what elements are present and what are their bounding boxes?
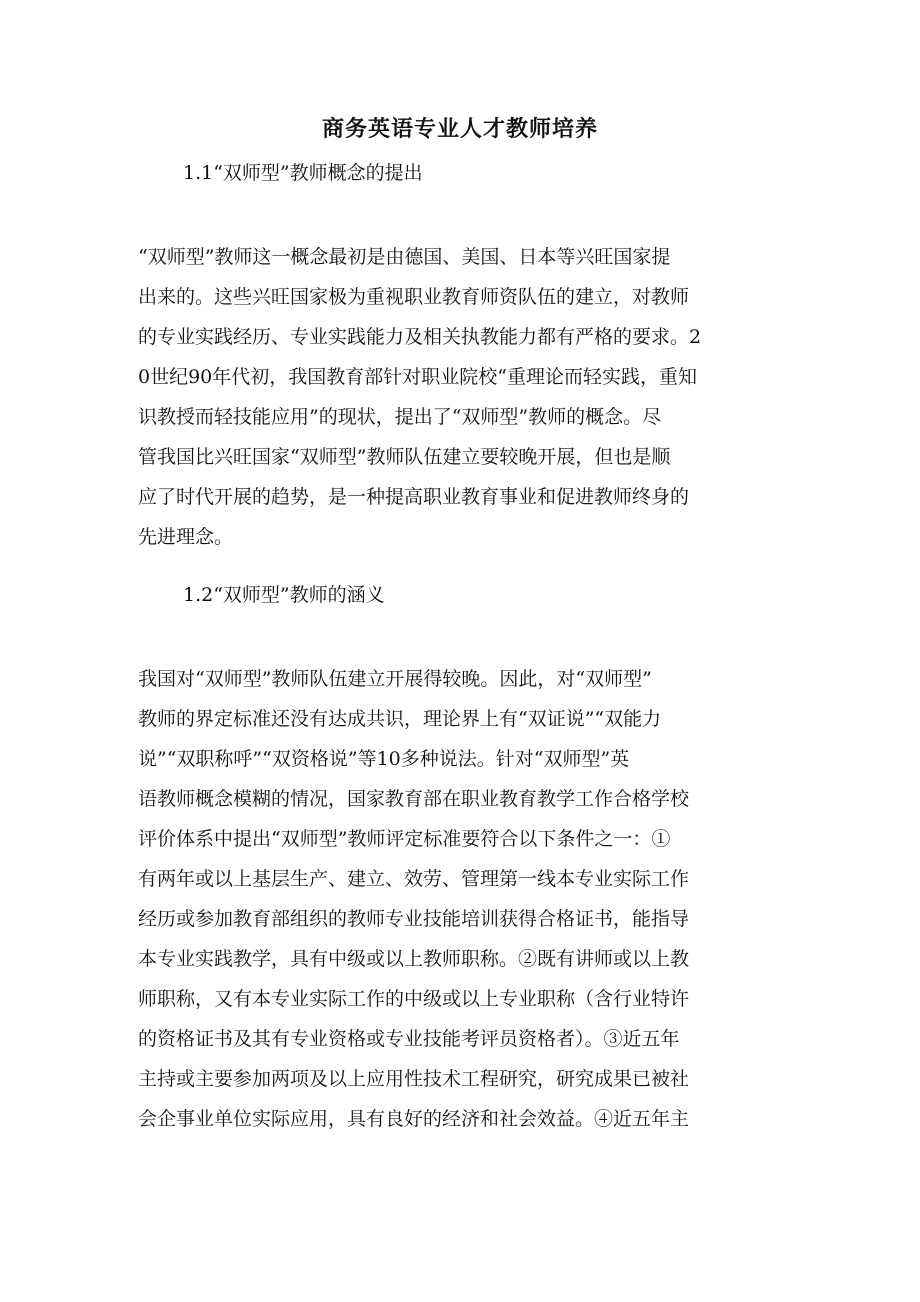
section-heading-1-1: 1.1“双师型”教师概念的提出 bbox=[183, 162, 423, 184]
document-title: 商务英语专业人才教师培养 bbox=[321, 116, 598, 142]
paragraph-line: 语教师概念模糊的情况，国家教育部在职业教育教学工作合格学校 bbox=[138, 788, 690, 810]
paragraph-line: 我国对“双师型”教师队伍建立开展得较晚。因此，对“双师型” bbox=[138, 668, 652, 690]
paragraph-line: 的专业实践经历、专业实践能力及相关执教能力都有严格的要求。2 bbox=[138, 326, 702, 348]
paragraph-line: 会企事业单位实际应用，具有良好的经济和社会效益。④近五年主 bbox=[138, 1108, 690, 1130]
paragraph-1 bbox=[138, 237, 778, 557]
paragraph-line: 的资格证书及其有专业资格或专业技能考评员资格者）。③近五年 bbox=[138, 1028, 680, 1050]
paragraph-line: “双师型”教师这一概念最初是由德国、美国、日本等兴旺国家提 bbox=[138, 246, 671, 268]
paragraph-line: 主持或主要参加两项及以上应用性技术工程研究，研究成果已被社 bbox=[138, 1068, 690, 1090]
section-heading-1-2: 1.2“双师型”教师的涵义 bbox=[183, 584, 385, 606]
paragraph-line: 0世纪90年代初，我国教育部针对职业院校“重理论而轻实践，重知 bbox=[138, 366, 697, 388]
paragraph-2 bbox=[138, 659, 778, 1139]
paragraph-line: 出来的。这些兴旺国家极为重视职业教育师资队伍的建立，对教师 bbox=[138, 286, 690, 308]
paragraph-line: 有两年或以上基层生产、建立、效劳、管理第一线本专业实际工作 bbox=[138, 868, 690, 890]
paragraph-line: 说”“双职称呼”“双资格说”等10多种说法。针对“双师型”英 bbox=[138, 748, 630, 770]
paragraph-line: 先进理念。 bbox=[138, 526, 234, 548]
paragraph-line: 评价体系中提出“双师型”教师评定标准要符合以下条件之一：① bbox=[138, 828, 671, 850]
paragraph-line: 教师的界定标准还没有达成共识，理论界上有“双证说”“双能力 bbox=[138, 708, 662, 730]
paragraph-line: 经历或参加教育部组织的教师专业技能培训获得合格证书，能指导 bbox=[138, 908, 690, 930]
paragraph-line: 应了时代开展的趋势，是一种提高职业教育事业和促进教师终身的 bbox=[138, 486, 690, 508]
paragraph-line: 师职称，又有本专业实际工作的中级或以上专业职称（含行业特许 bbox=[138, 988, 690, 1010]
paragraph-line: 识教授而轻技能应用”的现状，提出了“双师型”教师的概念。尽 bbox=[138, 406, 662, 428]
paragraph-line: 本专业实践教学，具有中级或以上教师职称。②既有讲师或以上教 bbox=[138, 948, 690, 970]
paragraph-line: 管我国比兴旺国家“双师型”教师队伍建立要较晚开展，但也是顺 bbox=[138, 446, 671, 468]
